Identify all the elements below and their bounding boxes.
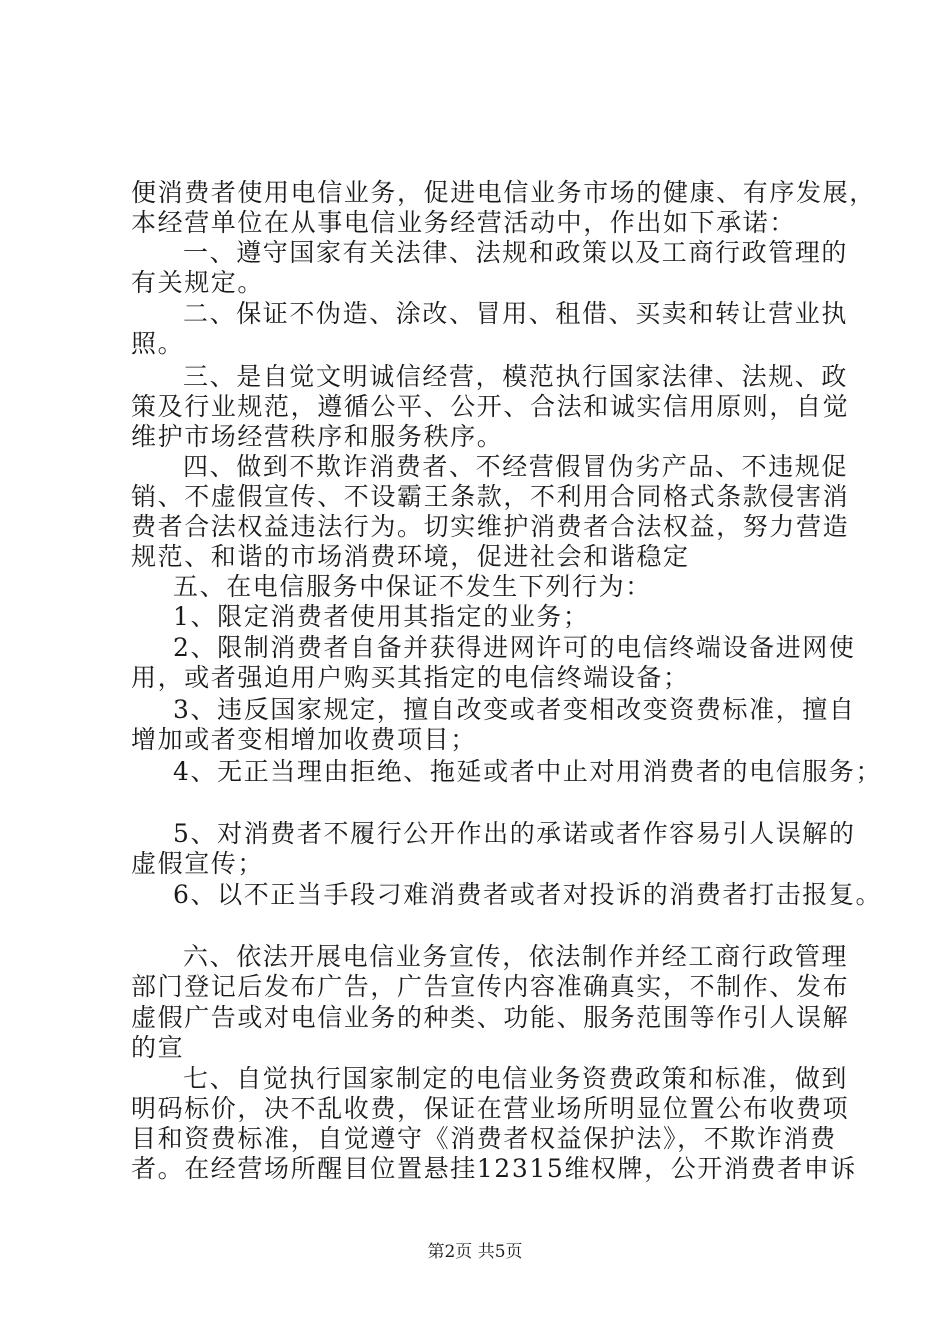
list-item: 3、违反国家规定，擅自改变或者变相改变资费标准，擅自 [173, 695, 856, 724]
paragraph-line: 销、不虚假宣传、不设霸王条款，不利用合同格式条款侵害消 [131, 482, 850, 511]
paragraph-line: 者。在经营场所醒目位置悬挂12315维权牌，公开消费者申诉 [131, 1154, 857, 1183]
list-item: 1、限定消费者使用其指定的业务； [173, 602, 590, 631]
paragraph-line: 规范、和谐的市场消费环境，促进社会和谐稳定 [131, 542, 690, 571]
paragraph-line: 有关规定。 [131, 268, 265, 297]
page-number-footer: 第2页 共5页 [427, 1242, 523, 1262]
paragraph-line: 明码标价，决不乱收费，保证在营业场所明显位置公布收费项 [131, 1094, 850, 1123]
paragraph-line: 二、保证不伪造、涂改、冒用、租借、买卖和转让营业执 [183, 299, 849, 328]
paragraph-line: 三、是自觉文明诚信经营，模范执行国家法律、法规、政 [183, 362, 849, 391]
list-item: 4、无正当理由拒绝、拖延或者中止对用消费者的电信服务； [173, 757, 883, 786]
paragraph-line: 策及行业规范，遵循公平、公开、合法和诚实信用原则，自觉 [131, 392, 850, 421]
paragraph-line: 虚假宣传； [131, 849, 265, 878]
paragraph-line: 一、遵守国家有关法律、法规和政策以及工商行政管理的 [183, 238, 849, 267]
paragraph-line: 虚假广告或对电信业务的种类、功能、服务范围等作引人误解 [131, 1003, 850, 1032]
paragraph-line: 四、做到不欺诈消费者、不经营假冒伪劣产品、不违规促 [183, 452, 849, 481]
paragraph-line: 的宣 [131, 1033, 185, 1062]
paragraph-line: 费者合法权益违法行为。切实维护消费者合法权益，努力营造 [131, 512, 850, 541]
paragraph-line: 六、依法开展电信业务宣传，依法制作并经工商行政管理 [183, 942, 849, 971]
list-item: 2、限制消费者自备并获得进网许可的电信终端设备进网使 [173, 633, 856, 662]
paragraph-line: 部门登记后发布广告，广告宣传内容准确真实，不制作、发布 [131, 972, 850, 1001]
paragraph-line: 维护市场经营秩序和服务秩序。 [131, 422, 504, 451]
paragraph-line: 用，或者强迫用户购买其指定的电信终端设备； [131, 663, 690, 692]
paragraph-line: 目和资费标准，自觉遵守《消费者权益保护法》，不欺诈消费 [131, 1124, 837, 1153]
paragraph-line: 本经营单位在从事电信业务经营活动中，作出如下承诺： [131, 208, 797, 237]
paragraph-line: 增加或者变相增加收费项目； [131, 725, 477, 754]
paragraph-line: 五、在电信服务中保证不发生下列行为： [173, 572, 652, 601]
paragraph-line: 七、自觉执行国家制定的电信业务资费政策和标准，做到 [183, 1064, 849, 1093]
paragraph-line: 便消费者使用电信业务，促进电信业务市场的健康、有序发展， [131, 178, 876, 207]
paragraph-line: 照。 [131, 329, 185, 358]
list-item: 5、对消费者不履行公开作出的承诺或者作容易引人误解的 [173, 819, 856, 848]
list-item: 6、以不正当手段刁难消费者或者对投诉的消费者打击报复。 [173, 880, 883, 909]
